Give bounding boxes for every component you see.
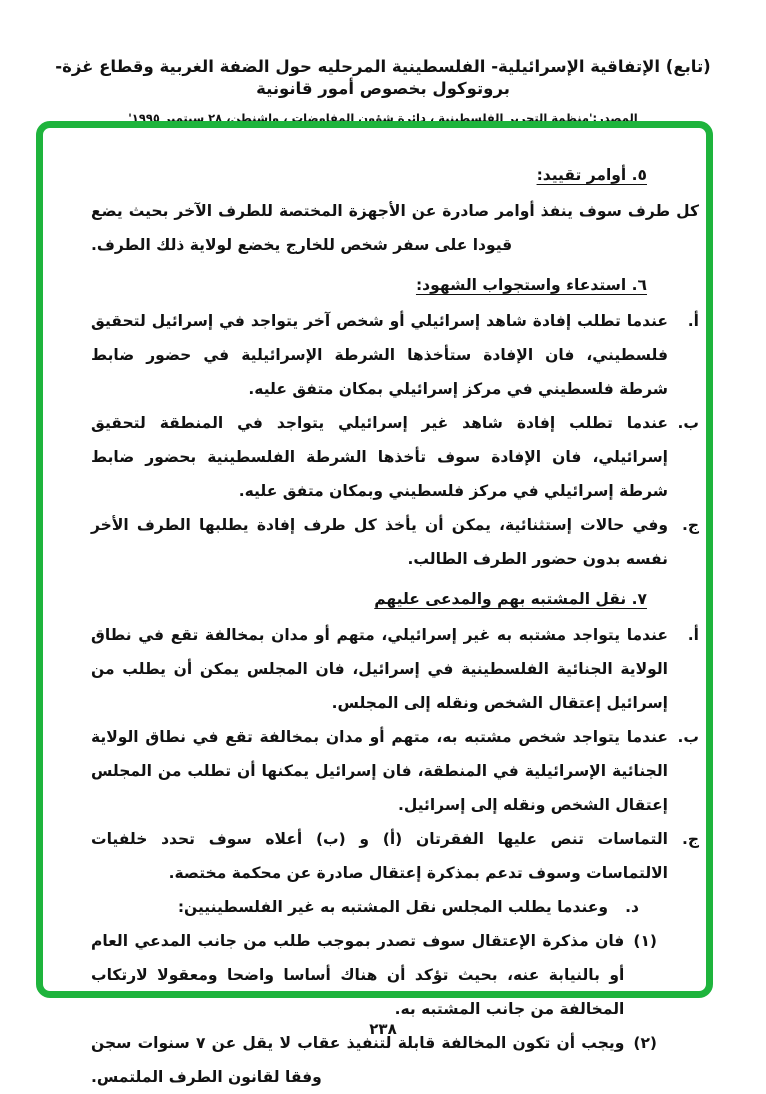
list-item-marker: أ. [687,312,699,330]
document-body [91,152,699,1094]
list-item-marker: ب. [677,414,699,432]
list-item-marker: ج. [681,830,699,848]
subitem-marker: (٢) [633,1034,657,1052]
list-item-marker: ب. [677,728,699,746]
list-item-marker: د. [625,898,639,916]
list-item-marker: ج. [681,516,699,534]
section-5-paragraph: كل طرف سوف ينفذ أوامر صادرة عن الأجهزة المختصة للطرف الآخر بحيث يضع قيودا على سفر شخص للخارج يخضع لولاية ذلك الطرف. [91,202,699,254]
list-item-text: عندما يتواجد شخص مشتبه به، متهم أو مدان بمخالفة تقع في نطاق الولاية الجنائية الإسرائيلية في المنطقة، فان إسرائيل يمكنها أن تطلب من المجلس إعتقال الشخص ونقله إلى إسرائيل. [91,728,668,814]
section-5-heading: ٥. أوامر تقييد: [536,166,647,184]
numbered-subitem [91,924,657,1026]
section-6-heading: ٦. استدعاء واستجواب الشهود: [415,276,647,294]
list-item [91,720,699,822]
list-item [91,304,699,406]
section-7-heading: ٧. نقل المشتبه بهم والمدعى عليهم [374,590,647,608]
document-title: (تابع) الإتفاقية الإسرائيلية- الفلسطينية المرحليه حول الضفة الغربية وقطاع غزة- بروتوكول بخصوص أمور قانونية [55,57,711,98]
list-item-text: عندما تطلب إفادة شاهد إسرائيلي أو شخص آخر يتواجد في إسرائيل لتحقيق فلسطيني، فان الإفادة ستأخذها الشرطة الإسرائيلية في حضور ضابط شرطة فلسطيني في مركز إسرائيلي بمكان متفق عليه. [91,312,668,398]
subitem-marker: (١) [633,932,657,950]
subitem-text: فان مذكرة الإعتقال سوف تصدر بموجب طلب من جانب المدعي العام أو بالنيابة عنه، بحيث تؤكد أن هناك أساسا واضحا ومعقولا لارتكاب المخالفة من جانب المشتبه به. [91,932,625,1018]
document-header [36,56,730,126]
subitem-text: ويجب أن تكون المخالفة قابلة لتنفيذ عقاب لا يقل عن ٧ سنوات سجن وفقا لقانون الطرف الملتمس. [91,1034,625,1086]
list-item [91,406,699,508]
page-number: ٢٣٨ [369,1020,397,1038]
list-item [91,508,699,576]
list-item-text: عندما تطلب إفادة شاهد غير إسرائيلي يتواجد في المنطقة لتحقيق إسرائيلي، فان الإفادة سوف تأخذها الشرطة الفلسطينية بحضور ضابط شرطة إسرائيلي في مركز فلسطيني وبمكان متفق عليه. [91,414,668,500]
list-item-text: وفي حالات إستثنائية، يمكن أن يأخذ كل طرف إفادة يطلبها الطرف الأخر نفسه بدون حضور الطرف الطالب. [91,516,668,568]
list-item-marker: أ. [687,626,699,644]
list-item [91,822,699,890]
list-item-text: وعندما يطلب المجلس نقل المشتبه به غير الفلسطينيين: [177,898,608,916]
list-item [91,618,699,720]
document-source-line: المصدر:'منظمة التحرير الفلسطينية ، دائرة شؤون المفاوضات ، واشنطن، ٢٨ سبتمبر ١٩٩٥' [128,111,638,125]
list-item-text: عندما يتواجد مشتبه به غير إسرائيلي، متهم أو مدان بمخالفة تقع في نطاق الولاية الجنائية الفلسطينية في إسرائيل، فان المجلس يمكن أن يطلب من إسرائيل إعتقال الشخص ونقله إلى المجلس. [91,626,668,712]
list-item [91,890,639,924]
list-item-text: التماسات تنص عليها الفقرتان (أ) و (ب) أعلاه سوف تحدد خلفيات الالتماسات وسوف تدعم بمذكرة إعتقال صادرة عن محكمة مختصة. [91,830,668,882]
